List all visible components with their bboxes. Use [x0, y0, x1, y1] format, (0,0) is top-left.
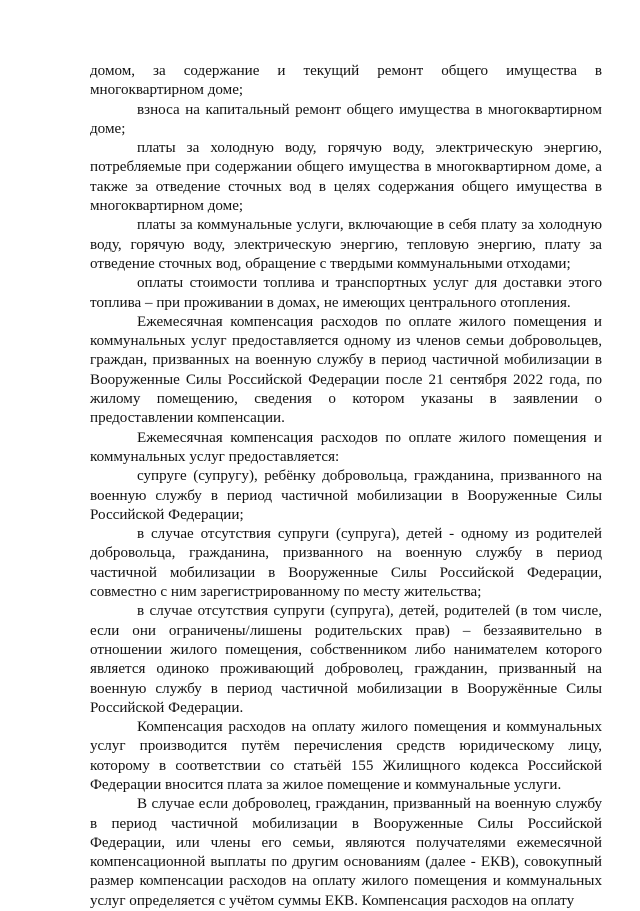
paragraph-7: Ежемесячная компенсация расходов по оплате жилого помещения и коммунальных услуг предоставляется:: [90, 429, 602, 465]
paragraph-6: Ежемесячная компенсация расходов по оплате жилого помещения и коммунальных услуг предоставляется одному из членов семьи добровольцев, граждан, призванных на военную службу в период частичной мобилизации в Вооруженные Силы Российской Федерации после 21 сентября 2022 года, по жилому помещению, сведения о котором указаны в заявлении о предоставлении компенсации.: [90, 313, 602, 427]
paragraph-3: платы за холодную воду, горячую воду, электрическую энергию, потребляемые при содержании общего имущества в многоквартирном доме, а также за отведение сточных вод в целях содержания общего имущества в многоквартирном доме;: [90, 140, 602, 215]
paragraph-11: Компенсация расходов на оплату жилого помещения и коммунальных услуг производится путём перечисления средств юридическому лицу, которому в соответствии со статьёй 155 Жилищного кодекса Российской Федерации вносится плата за жилое помещение и коммунальные услуги.: [90, 719, 602, 793]
paragraph-12: В случае если доброволец, гражданин, призванный на военную службу в период частичной мобилизации в Вооруженные Силы Российской Федерации, или члены его семьи, являются получателями ежемесячной компенсационной выплаты по другим основаниям (далее - ЕКВ), совокупный размер компенсации расходов на оплату жилого помещения и коммунальных услуг определяется с учётом суммы ЕКВ. Компенсация расходов на оплату: [90, 796, 602, 909]
paragraph-4: платы за коммунальные услуги, включающие в себя плату за холодную воду, горячую воду, электрическую энергию, тепловую энергию, плату за отведение сточных вод, обращение с твердыми коммунальными отходами;: [90, 217, 602, 272]
document-body: [90, 62, 602, 911]
paragraph-8: супруге (супругу), ребёнку добровольца, гражданина, призванного на военную службу в период частичной мобилизации в Вооруженные Силы Российской Федерации;: [90, 468, 602, 523]
paragraph-1: домом, за содержание и текущий ремонт общего имущества в многоквартирном доме;: [90, 63, 602, 99]
paragraph-9: в случае отсутствия супруги (супруга), детей - одному из родителей добровольца, гражданина, призванного на военную службу в период частичной мобилизации в Вооруженные Силы Российской Федерации, совместно с ним зарегистрированному по месту жительства;: [90, 526, 602, 601]
paragraph-5: оплаты стоимости топлива и транспортных услуг для доставки этого топлива – при проживании в домах, не имеющих центрального отопления.: [90, 275, 602, 311]
paragraph-10: в случае отсутствия супруги (супруга), детей, родителей (в том числе, если они ограничены/лишены родительских прав) – беззаявительно в отношении жилого помещения, собственником либо нанимателем которого является одиноко проживающий доброволец, гражданин, призванный на военную службу в период частичной мобилизации в Вооружённые Силы Российской Федерации.: [90, 603, 602, 716]
paragraph-2: взноса на капитальный ремонт общего имущества в многоквартирном доме;: [90, 101, 602, 137]
